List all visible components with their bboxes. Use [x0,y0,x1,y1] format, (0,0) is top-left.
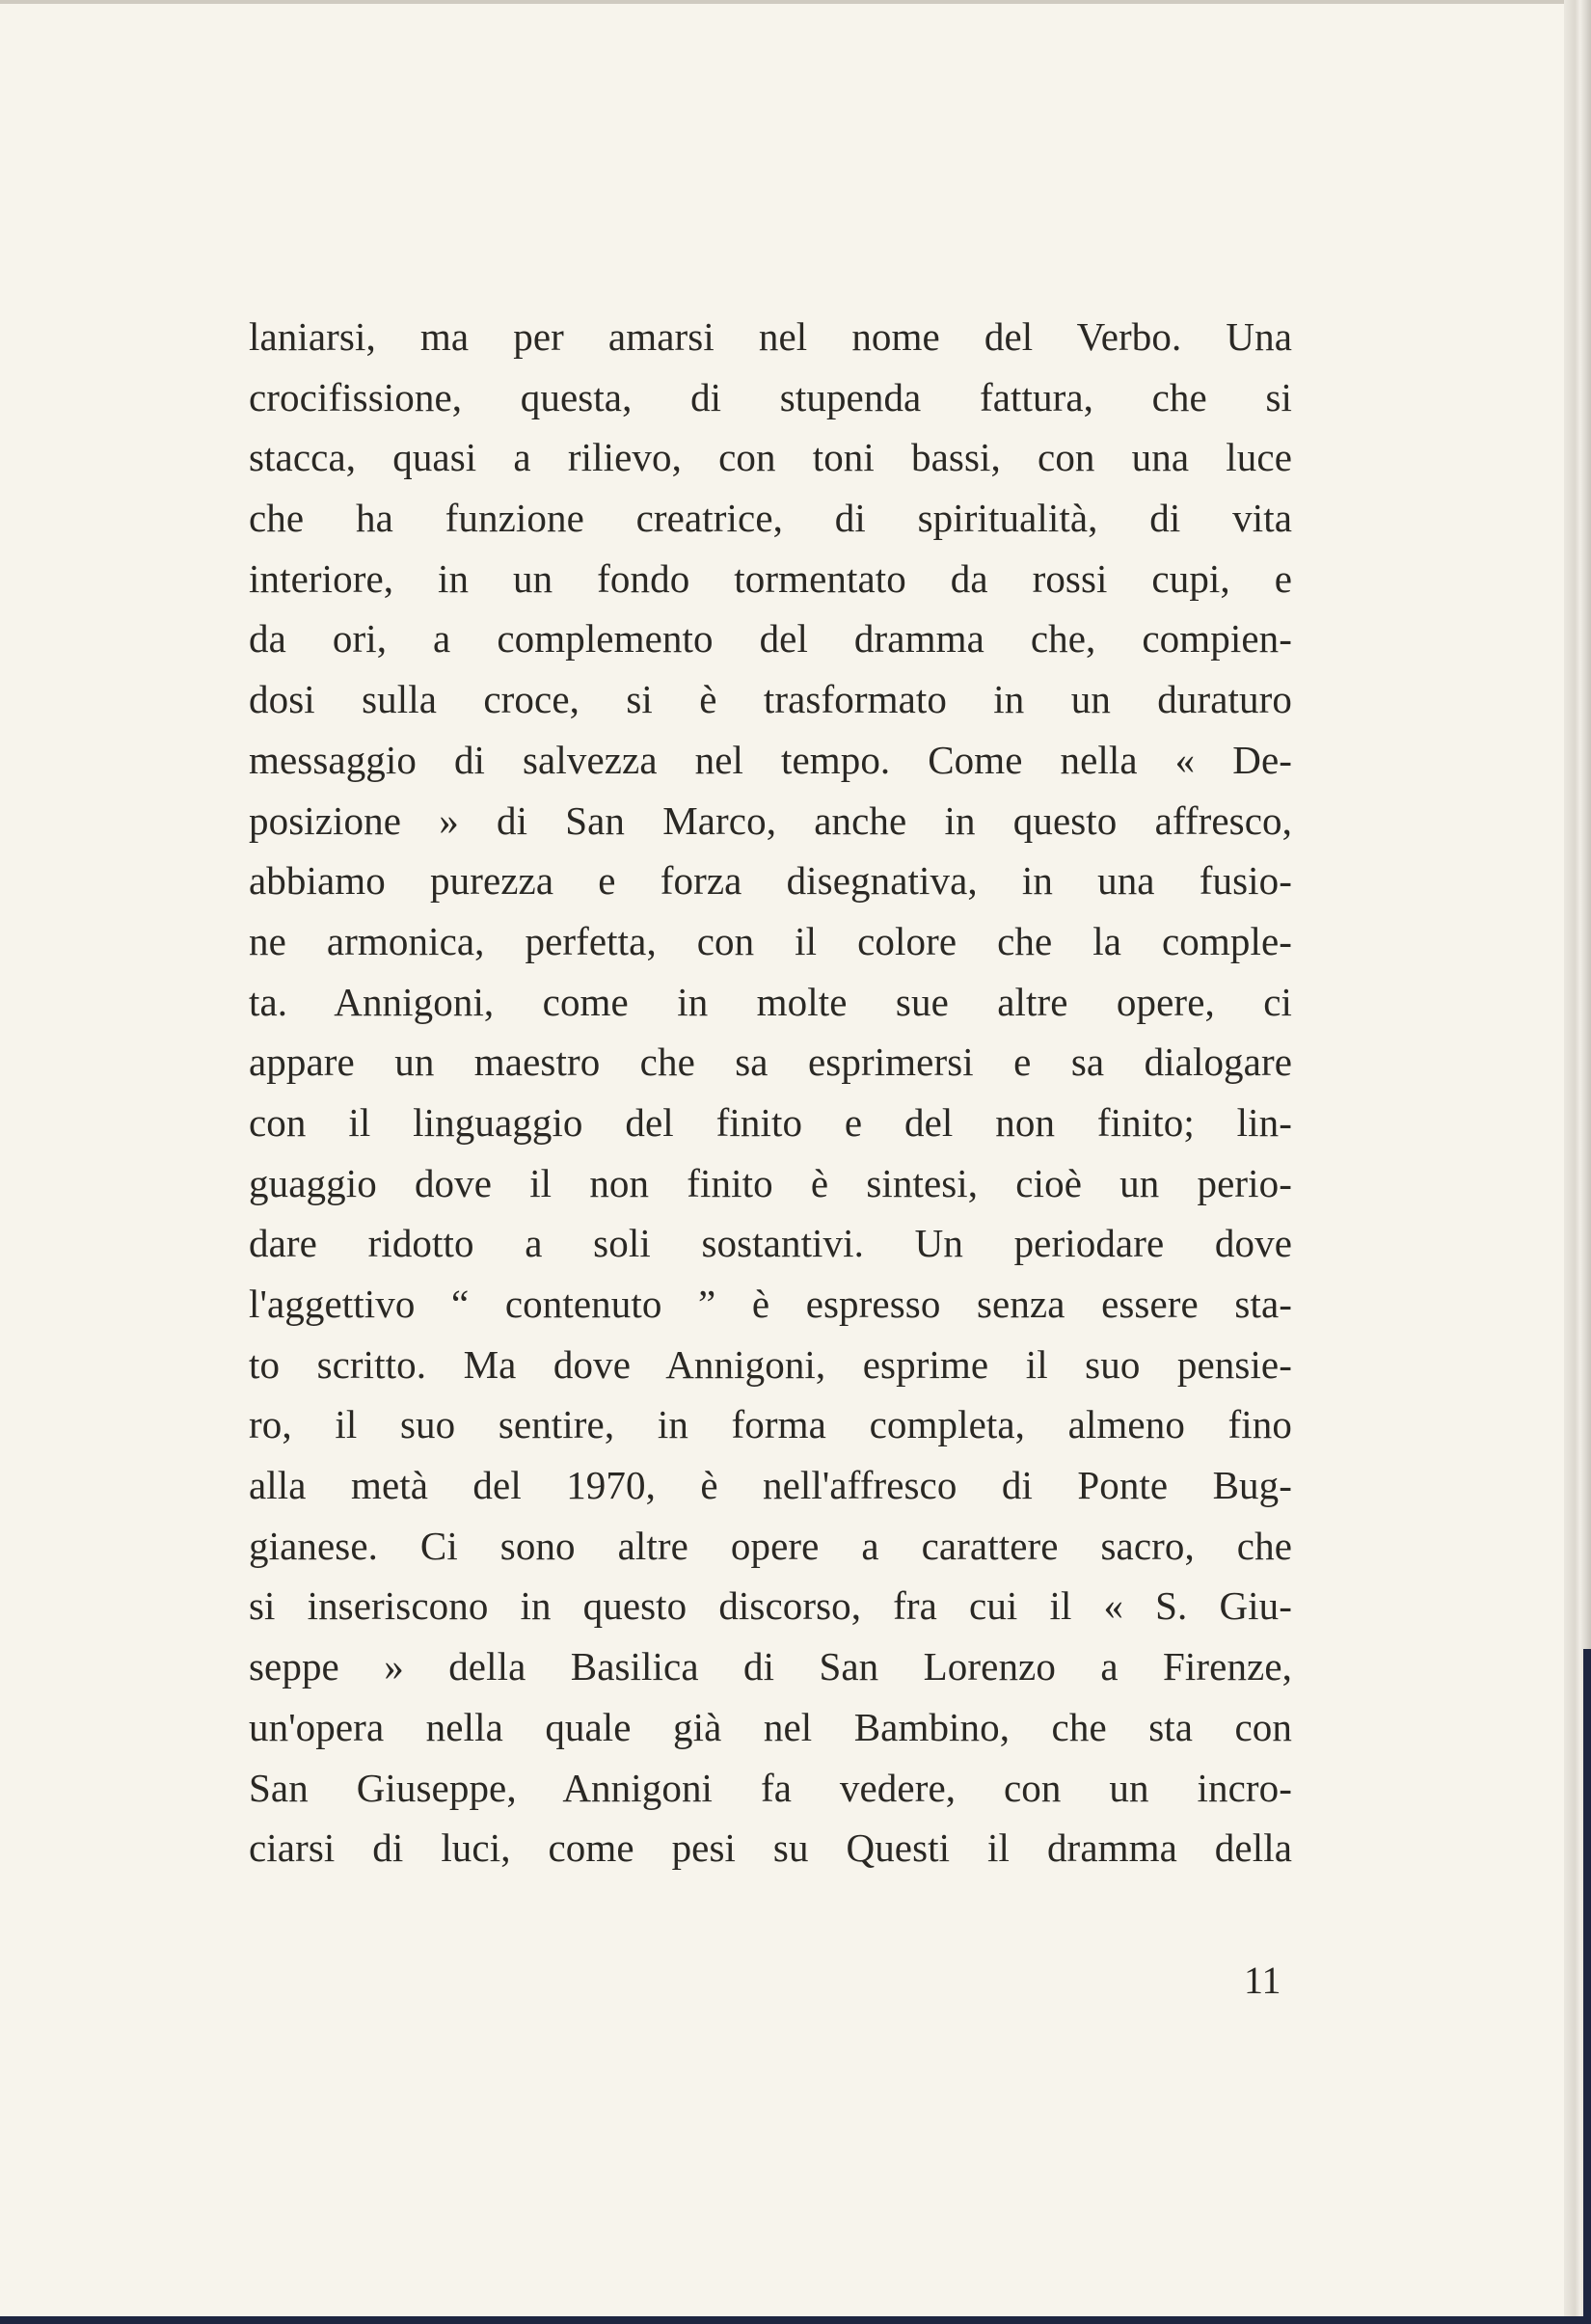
text-line: ta. Annigoni, come in molte sue altre opere, ci [249,979,1292,1024]
text-line: crocifissione, questa, di stupenda fattura, che si [249,374,1292,419]
text-line: dosi sulla croce, si è trasformato in un duraturo [249,677,1292,722]
text-line: laniarsi, ma per amarsi nel nome del Verbo. Una [249,314,1292,359]
scan-bottom-edge [0,2316,1591,2324]
text-line: San Giuseppe, Annigoni fa vedere, con un incro- [249,1765,1292,1810]
text-line: gianese. Ci sono altre opere a carattere sacro, che [249,1523,1292,1568]
text-line: stacca, quasi a rilievo, con toni bassi, con una luce [249,435,1292,480]
text-line: dare ridotto a soli sostantivi. Un periodare dove [249,1221,1292,1266]
text-line: appare un maestro che sa esprimersi e sa dialogare [249,1040,1292,1085]
page-top-edge [0,0,1591,4]
text-line: ne armonica, perfetta, con il colore che la comple- [249,918,1292,963]
text-line: che ha funzione creatrice, di spiritualità, di vita [249,496,1292,541]
text-line: da ori, a complemento del dramma che, compien- [249,616,1292,662]
text-line: alla metà del 1970, è nell'affresco di Ponte Bug- [249,1463,1292,1508]
text-line: l'aggettivo “ contenuto ” è espresso senza essere sta- [249,1282,1292,1326]
text-line: interiore, in un fondo tormentato da rossi cupi, e [249,555,1292,601]
text-line: messaggio di salvezza nel tempo. Come nella « De- [249,737,1292,782]
page-number: 11 [1244,1959,1281,2002]
scan-background-edge [1583,1649,1591,2324]
text-line: guaggio dove il non finito è sintesi, cioè un perio- [249,1160,1292,1205]
text-line: ciarsi di luci, come pesi su Questi il dramma della [249,1825,1292,1871]
text-line: to scritto. Ma dove Annigoni, esprime il suo pensie- [249,1341,1292,1387]
text-line: ro, il suo sentire, in forma completa, almeno fino [249,1402,1292,1447]
text-line: seppe » della Basilica di San Lorenzo a Firenze, [249,1644,1292,1689]
text-line: un'opera nella quale già nel Bambino, che sta con [249,1704,1292,1749]
text-line: si inseriscono in questo discorso, fra cui il « S. Giu- [249,1583,1292,1629]
text-line: con il linguaggio del finito e del non finito; lin- [249,1099,1292,1145]
body-text [249,307,1292,1878]
text-line: posizione » di San Marco, anche in questo affresco, [249,797,1292,843]
text-line: abbiamo purezza e forza disegnativa, in una fusio- [249,858,1292,904]
